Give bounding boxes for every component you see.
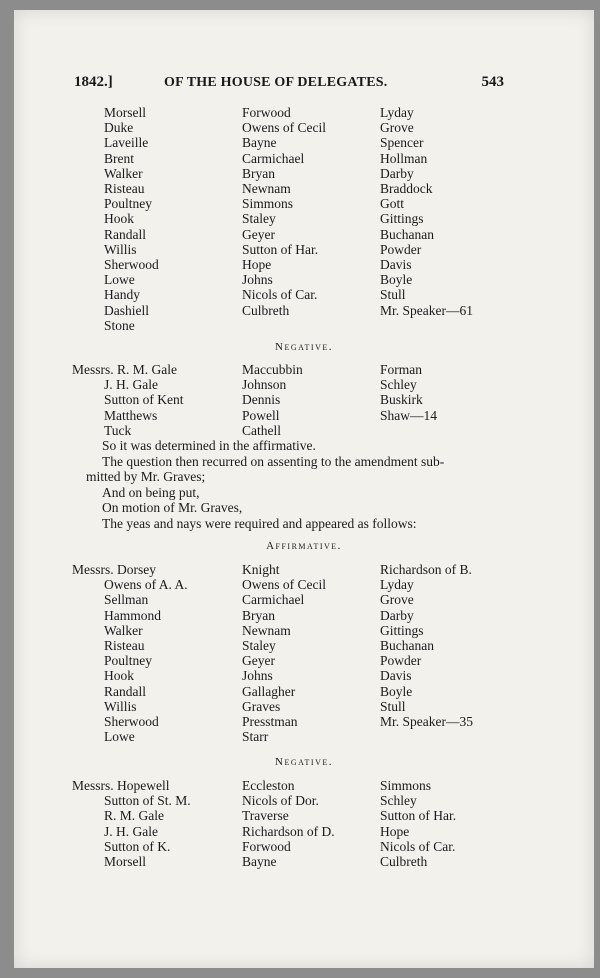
- member-name: Walker: [104, 165, 143, 181]
- member-name: Lyday: [380, 105, 414, 120]
- member-name: Randall: [104, 226, 146, 242]
- member-name: Braddock: [380, 181, 433, 197]
- paragraph-line: And on being put,: [102, 484, 200, 500]
- member-name: Culbreth: [380, 854, 428, 870]
- member-name: Dashiell: [104, 302, 149, 318]
- member-name: Randall: [104, 683, 146, 699]
- member-name: Johns: [242, 272, 273, 288]
- member-name: Brent: [104, 150, 134, 166]
- member-name: Cathell: [242, 422, 281, 438]
- member-name: Stull: [380, 287, 406, 303]
- vote-list-affirmative: [72, 562, 512, 752]
- member-name: Poultney: [104, 653, 153, 669]
- member-name: Grove: [380, 120, 414, 136]
- member-name: Messrs. Dorsey: [72, 562, 156, 577]
- member-name: Darby: [380, 607, 414, 623]
- vote1-column-1: [72, 105, 159, 333]
- vote3-column-3: [380, 562, 473, 729]
- member-name: Sherwood: [104, 257, 159, 273]
- member-name: J. H. Gale: [104, 377, 158, 393]
- paragraph-line: The yeas and nays were required and appeared as follows:: [102, 515, 417, 531]
- member-name: Darby: [380, 165, 414, 181]
- negative-heading-1: Negative.: [275, 341, 333, 353]
- member-name: Lowe: [104, 729, 135, 745]
- vote-list-affirmative-continued: [72, 105, 512, 335]
- member-name: Owens of A. A.: [104, 577, 188, 593]
- member-name: Stone: [104, 317, 135, 333]
- member-name: Hope: [380, 823, 410, 839]
- member-name: Powell: [242, 407, 280, 423]
- member-name: Hollman: [380, 150, 428, 166]
- member-name: Johnson: [242, 377, 287, 393]
- member-name: Hook: [104, 668, 134, 684]
- member-name: Simmons: [242, 196, 294, 212]
- paragraph-line: The question then recurred on assenting to the amendment sub-: [102, 453, 445, 469]
- member-name: Presstman: [242, 714, 298, 730]
- member-name: Hook: [104, 211, 134, 227]
- vote1-column-2: [242, 105, 326, 318]
- member-name: Owens of Cecil: [242, 577, 326, 593]
- member-name: Morsell: [104, 105, 146, 120]
- vote1-column-3: [380, 105, 473, 318]
- vote4-column-1: [72, 778, 191, 869]
- member-name: Culbreth: [242, 302, 290, 318]
- member-name: Sutton of Har.: [380, 808, 457, 824]
- member-name: Staley: [242, 638, 276, 654]
- member-name: Buskirk: [380, 392, 423, 408]
- member-name: Boyle: [380, 683, 413, 699]
- paragraph-line: mitted by Mr. Graves;: [86, 469, 206, 484]
- affirmative-heading: Affirmative.: [266, 540, 342, 552]
- member-name: Schley: [380, 793, 417, 809]
- member-name: Laveille: [104, 135, 149, 151]
- member-name: Hope: [242, 257, 272, 273]
- member-name: Sutton of Kent: [104, 392, 184, 408]
- member-name: Sherwood: [104, 714, 159, 730]
- page-number: 543: [481, 74, 504, 90]
- member-name: R. M. Gale: [104, 808, 164, 824]
- member-name: Gittings: [380, 622, 424, 638]
- member-name: Geyer: [242, 226, 275, 242]
- member-name: Messrs. R. M. Gale: [72, 362, 177, 377]
- vote4-column-3: [380, 778, 456, 869]
- member-name: Johns: [242, 668, 273, 684]
- member-name: Bayne: [242, 135, 277, 151]
- member-name: Handy: [104, 287, 140, 303]
- vote2-column-1: [72, 362, 184, 438]
- member-name: Grove: [380, 592, 414, 608]
- vote-list-negative-2: [72, 778, 512, 878]
- member-name: Gallagher: [242, 683, 296, 699]
- member-name: Starr: [242, 729, 269, 745]
- member-name: Owens of Cecil: [242, 120, 326, 136]
- vote2-column-3: [380, 362, 437, 423]
- member-name: Shaw—14: [380, 407, 437, 423]
- page: [14, 10, 594, 968]
- member-name: Walker: [104, 622, 143, 638]
- member-name: Newnam: [242, 622, 291, 638]
- proceedings-text: [86, 438, 516, 531]
- member-name: Sellman: [104, 592, 149, 608]
- paragraph-line: So it was determined in the affirmative.: [102, 438, 316, 453]
- member-name: Spencer: [380, 135, 424, 151]
- member-name: Poultney: [104, 196, 153, 212]
- member-name: Bryan: [242, 165, 275, 181]
- member-name: Stull: [380, 698, 406, 714]
- paragraph-line: On motion of Mr. Graves,: [102, 500, 243, 515]
- member-name: Mr. Speaker—35: [380, 714, 473, 730]
- member-name: Newnam: [242, 181, 291, 197]
- page-header: [74, 74, 504, 98]
- vote-list-negative-1: [72, 362, 512, 442]
- header-year: 1842.]: [74, 74, 113, 90]
- member-name: Willis: [104, 698, 137, 714]
- member-name: Gott: [380, 196, 405, 212]
- member-name: Dennis: [242, 392, 281, 408]
- member-name: Sutton of Har.: [242, 241, 319, 257]
- member-name: Duke: [104, 120, 134, 136]
- member-name: Richardson of D.: [242, 823, 335, 839]
- member-name: Nicols of Car.: [242, 287, 318, 303]
- member-name: Buchanan: [380, 226, 434, 242]
- member-name: Richardson of B.: [380, 562, 472, 577]
- member-name: Simmons: [380, 778, 432, 793]
- member-name: Forman: [380, 362, 422, 377]
- member-name: Sutton of St. M.: [104, 793, 191, 809]
- vote4-column-2: [242, 778, 335, 869]
- member-name: Geyer: [242, 653, 275, 669]
- member-name: Powder: [380, 653, 422, 669]
- member-name: Willis: [104, 241, 137, 257]
- member-name: Maccubbin: [242, 362, 303, 377]
- member-name: Risteau: [104, 638, 145, 654]
- member-name: Buchanan: [380, 638, 434, 654]
- negative-heading-2: Negative.: [275, 756, 333, 768]
- member-name: Bayne: [242, 854, 277, 870]
- member-name: Eccleston: [242, 778, 295, 793]
- member-name: Forwood: [242, 838, 291, 854]
- member-name: Messrs. Hopewell: [72, 778, 170, 793]
- member-name: Graves: [242, 698, 281, 714]
- member-name: Mr. Speaker—61: [380, 302, 473, 318]
- header-title: OF THE HOUSE OF DELEGATES.: [164, 75, 388, 90]
- member-name: Staley: [242, 211, 276, 227]
- member-name: Powder: [380, 241, 422, 257]
- member-name: Hammond: [104, 607, 161, 623]
- vote3-column-2: [242, 562, 326, 744]
- member-name: Boyle: [380, 272, 413, 288]
- member-name: Sutton of K.: [104, 838, 171, 854]
- member-name: Bryan: [242, 607, 275, 623]
- member-name: Gittings: [380, 211, 424, 227]
- member-name: J. H. Gale: [104, 823, 158, 839]
- member-name: Davis: [380, 257, 412, 273]
- vote3-column-1: [72, 562, 188, 744]
- member-name: Nicols of Car.: [380, 838, 456, 854]
- member-name: Risteau: [104, 181, 145, 197]
- vote2-column-2: [242, 362, 303, 438]
- member-name: Knight: [242, 562, 280, 577]
- member-name: Carmichael: [242, 150, 305, 166]
- member-name: Nicols of Dor.: [242, 793, 319, 809]
- member-name: Schley: [380, 377, 417, 393]
- member-name: Davis: [380, 668, 412, 684]
- member-name: Carmichael: [242, 592, 305, 608]
- member-name: Morsell: [104, 854, 146, 870]
- member-name: Traverse: [242, 808, 289, 824]
- member-name: Lyday: [380, 577, 414, 593]
- member-name: Lowe: [104, 272, 135, 288]
- member-name: Tuck: [104, 422, 132, 438]
- member-name: Forwood: [242, 105, 291, 120]
- member-name: Matthews: [104, 407, 158, 423]
